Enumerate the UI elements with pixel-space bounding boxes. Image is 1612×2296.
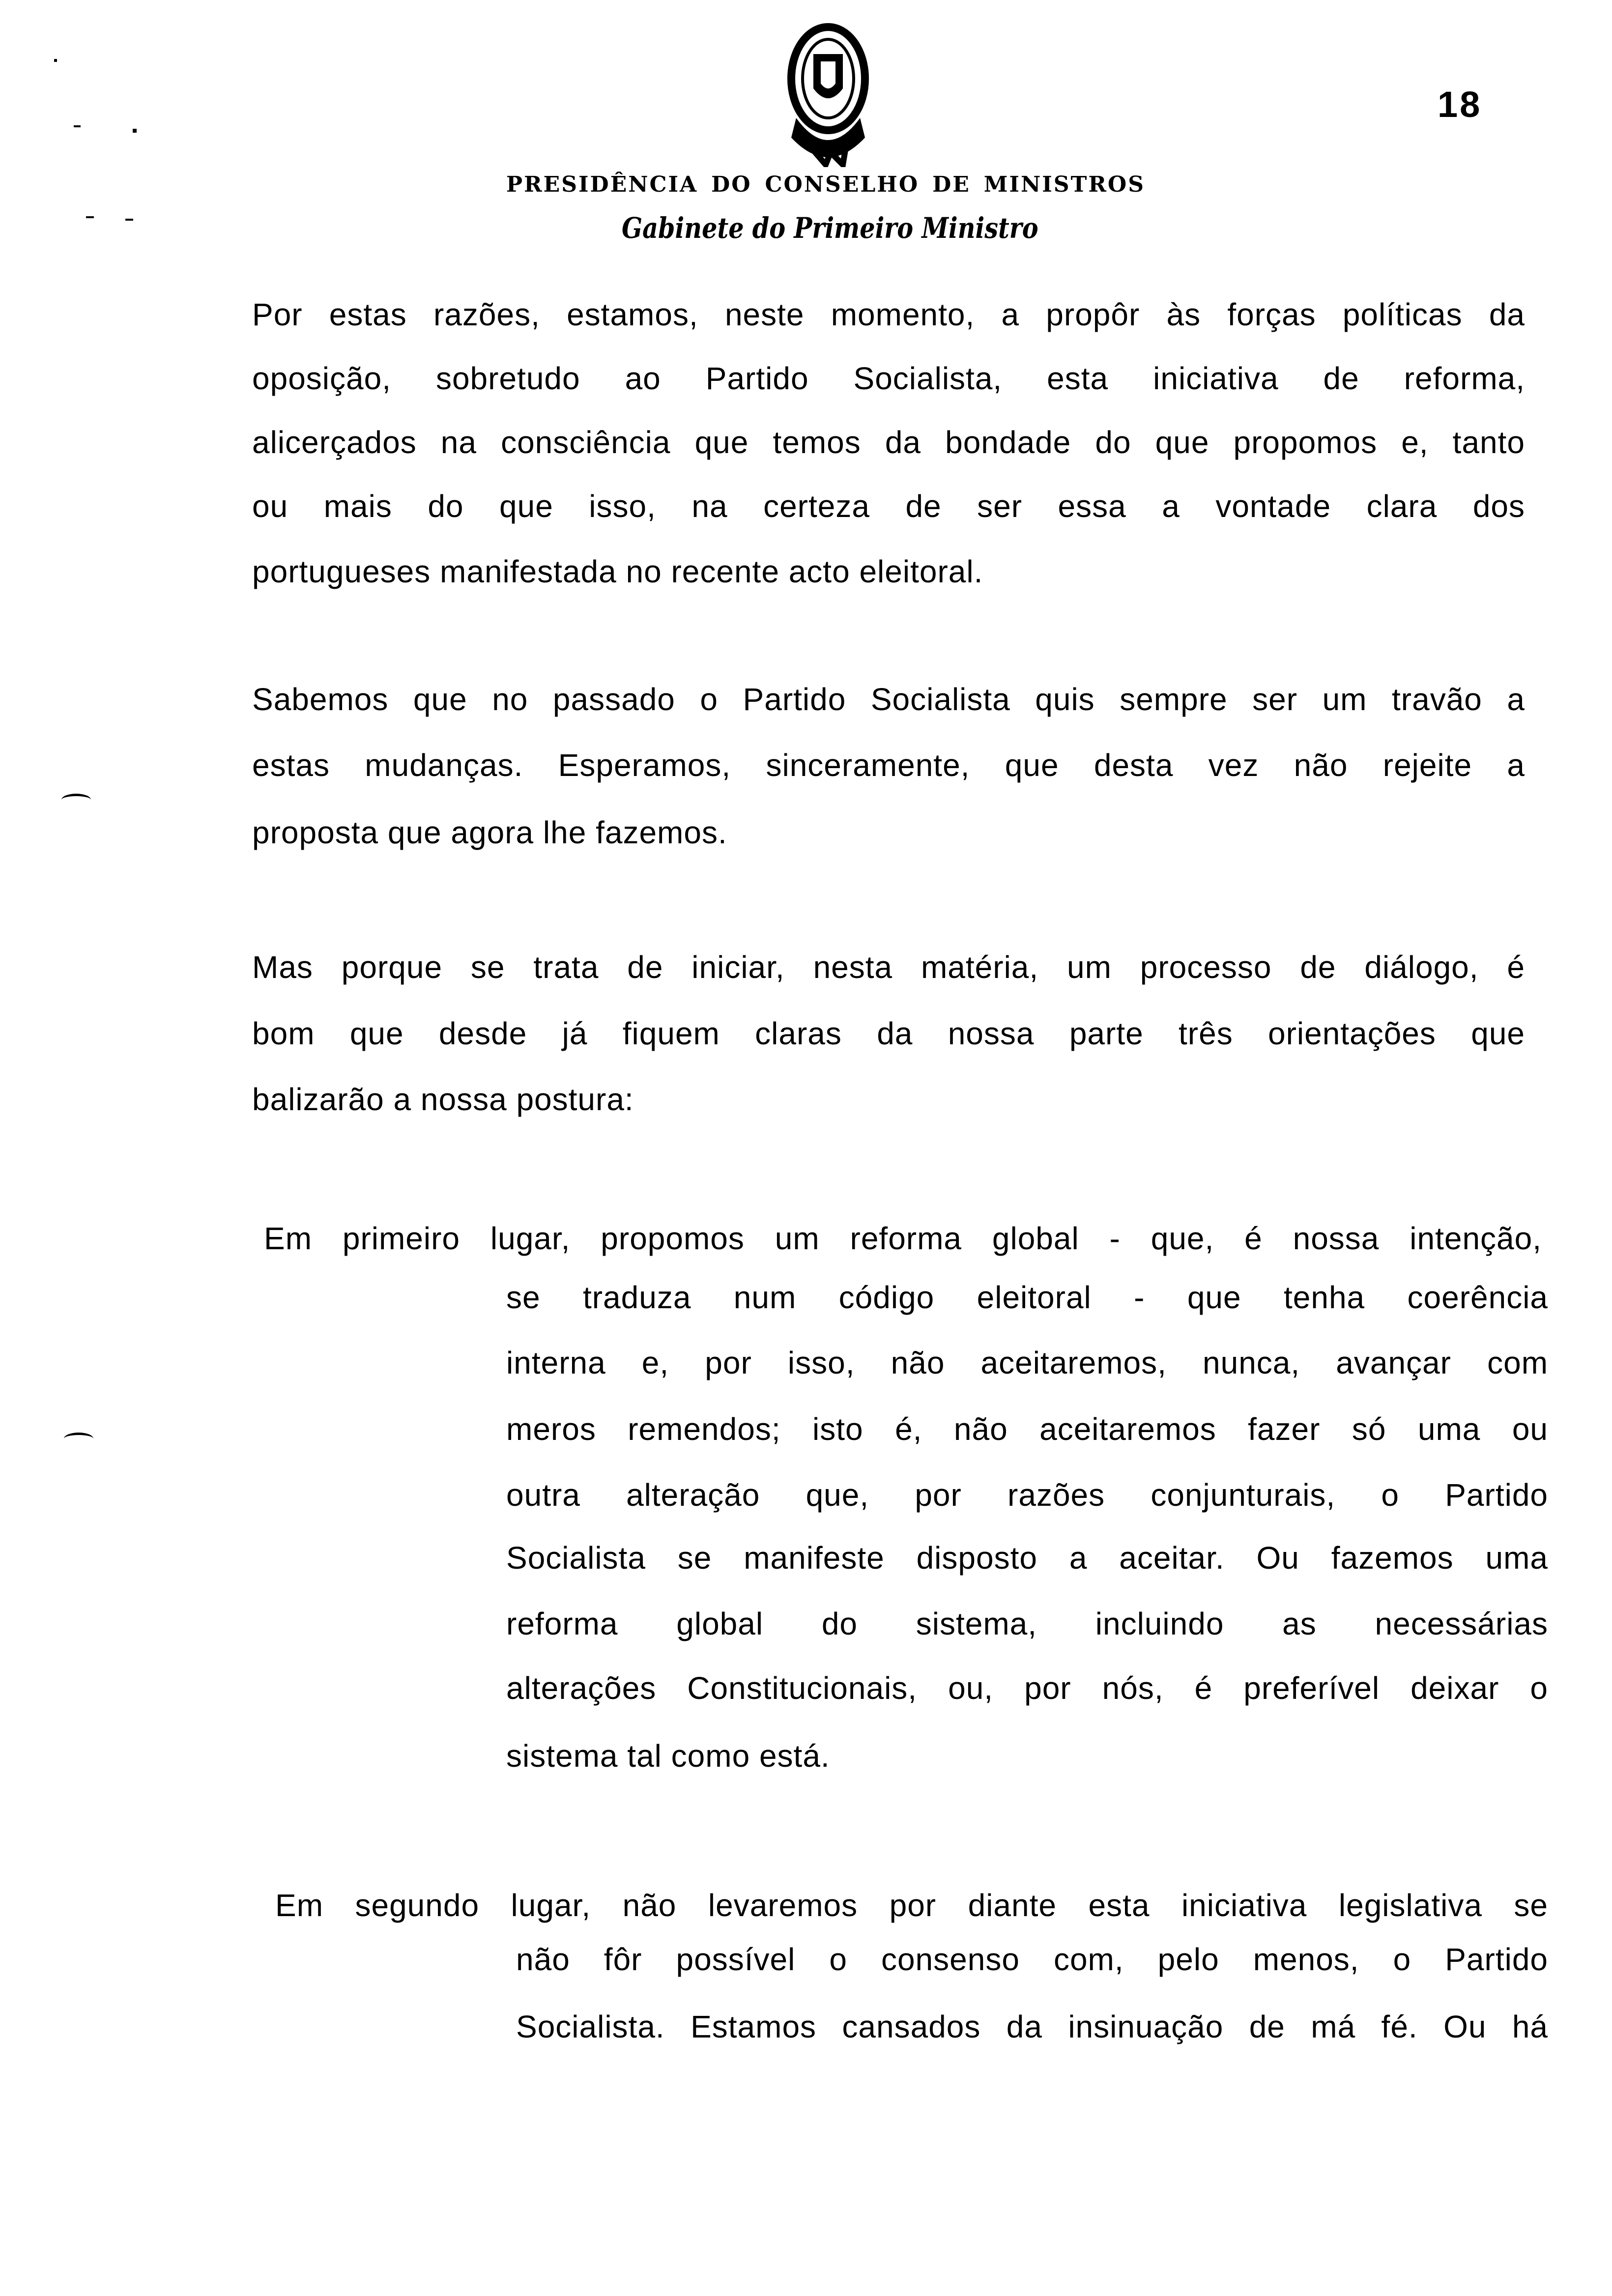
scan-speck — [74, 125, 81, 127]
text-line: Sabemos que no passado o Partido Socialista quis sempre ser um travão a — [252, 682, 1525, 717]
scan-speck — [86, 216, 94, 218]
text-line: oposição, sobretudo ao Partido Socialista, esta iniciativa de reforma, — [252, 361, 1525, 396]
text-line: sistema tal como está. — [506, 1738, 830, 1774]
organization-heading: PRESIDÊNCIA DO CONSELHO DE MINISTROS — [506, 172, 1145, 197]
text-line: Socialista se manifeste disposto a aceitar. Ou fazemos uma — [506, 1540, 1548, 1576]
text-line: meros remendos; isto é, não aceitaremos fazer só uma ou — [506, 1411, 1548, 1447]
text-line: ou mais do que isso, na certeza de ser essa a vontade clara dos — [252, 488, 1525, 524]
text-line: reforma global do sistema, incluindo as necessárias — [506, 1606, 1548, 1641]
text-line: Em primeiro lugar, propomos um reforma global - que, é nossa intenção, — [264, 1221, 1542, 1256]
text-line: bom que desde já fiquem claras da nossa parte três orientações que — [252, 1016, 1525, 1051]
text-line: outra alteração que, por razões conjunturais, o Partido — [506, 1477, 1548, 1513]
text-line: estas mudanças. Esperamos, sinceramente, que desta vez não rejeite a — [252, 747, 1525, 783]
scan-speck — [133, 129, 137, 133]
text-line: não fôr possível o consenso com, pelo menos, o Partido — [516, 1942, 1548, 1977]
page-number: 18 — [1438, 84, 1482, 125]
text-line: interna e, por isso, não aceitaremos, nunca, avançar com — [506, 1345, 1548, 1380]
coat-of-arms-emblem — [777, 20, 880, 167]
text-line: Mas porque se trata de iniciar, nesta matéria, um processo de diálogo, é — [252, 949, 1525, 985]
text-line: Por estas razões, estamos, neste momento, a propôr às forças políticas da — [252, 297, 1525, 332]
text-line: alterações Constitucionais, ou, por nós, é preferível deixar o — [506, 1670, 1548, 1706]
text-line: se traduza num código eleitoral - que tenha coerência — [506, 1280, 1548, 1315]
scan-speck — [54, 59, 57, 62]
text-line: Socialista. Estamos cansados da insinuação de má fé. Ou há — [516, 2009, 1548, 2044]
cabinet-subheading: Gabinete do Primeiro Ministro — [622, 211, 1038, 245]
scan-speck — [125, 219, 133, 221]
text-line: balizarão a nossa postura: — [252, 1082, 634, 1117]
text-line: proposta que agora lhe fazemos. — [252, 815, 727, 850]
text-line: portugueses manifestada no recente acto eleitoral. — [252, 554, 983, 589]
margin-mark — [64, 1433, 93, 1445]
text-line: Em segundo lugar, não levaremos por diante esta iniciativa legislativa se — [275, 1888, 1548, 1923]
margin-mark — [61, 794, 91, 806]
text-line: alicerçados na consciência que temos da bondade do que propomos e, tanto — [252, 425, 1525, 460]
